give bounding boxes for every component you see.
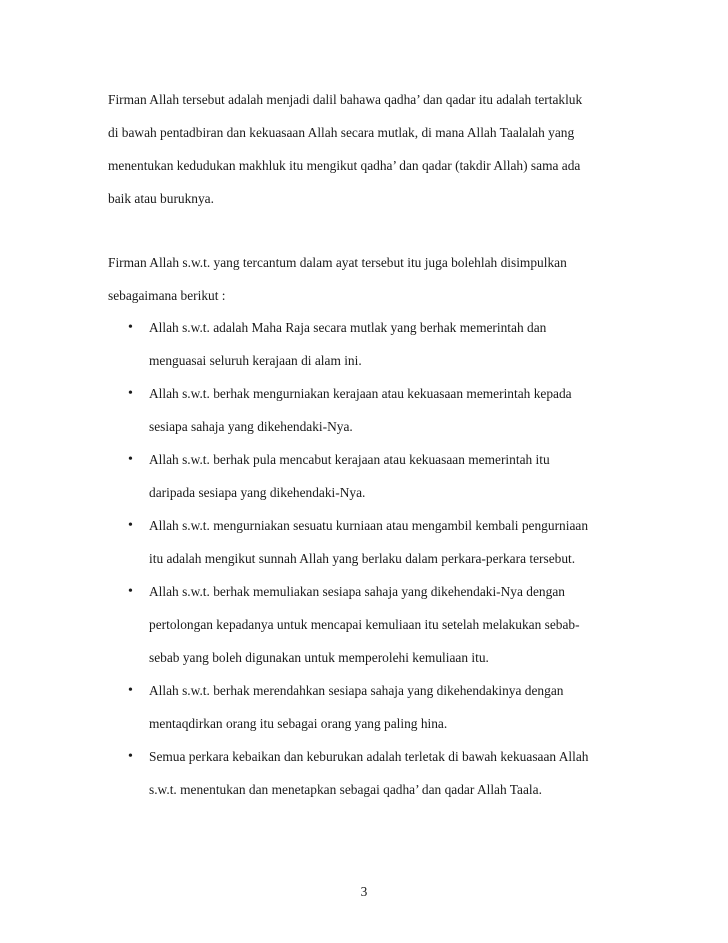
bullet-item: [108, 748, 648, 814]
bullet-icon: •: [128, 584, 133, 599]
bullet-line: menguasai seluruh kerajaan di alam ini.: [149, 353, 362, 368]
bullet-line: sebab yang boleh digunakan untuk memperolehi kemuliaan itu.: [149, 650, 489, 665]
bullet-item: [108, 319, 648, 385]
bullet-icon: •: [128, 518, 133, 533]
bullet-line: pertolongan kepadanya untuk mencapai kemuliaan itu setelah melakukan sebab-: [149, 617, 580, 632]
bullet-icon: •: [128, 320, 133, 335]
bullet-icon: •: [128, 749, 133, 764]
bullet-line: Allah s.w.t. berhak merendahkan sesiapa sahaja yang dikehendakinya dengan: [149, 683, 564, 698]
bullet-item: [108, 451, 648, 517]
bullet-icon: •: [128, 386, 133, 401]
bullet-line: s.w.t. menentukan dan menetapkan sebagai qadha’ dan qadar Allah Taala.: [149, 782, 542, 797]
bullet-line: daripada sesiapa yang dikehendaki-Nya.: [149, 485, 366, 500]
bullet-line: Allah s.w.t. adalah Maha Raja secara mutlak yang berhak memerintah dan: [149, 320, 547, 335]
bullet-line: Allah s.w.t. berhak memuliakan sesiapa sahaja yang dikehendaki-Nya dengan: [149, 584, 565, 599]
bullet-icon: •: [128, 683, 133, 698]
bullet-item: [108, 517, 648, 583]
bullet-icon: •: [128, 452, 133, 467]
paragraph-line: Firman Allah s.w.t. yang tercantum dalam ayat tersebut itu juga bolehlah disimpulkan: [108, 255, 567, 270]
bullet-line: Semua perkara kebaikan dan keburukan adalah terletak di bawah kekuasaan Allah: [149, 749, 589, 764]
bullet-line: mentaqdirkan orang itu sebagai orang yang paling hina.: [149, 716, 448, 731]
bullet-item: [108, 682, 648, 748]
bullet-item: [108, 385, 648, 451]
paragraph-2: [108, 254, 638, 320]
page-number: 3: [360, 884, 368, 899]
paragraph-line: di bawah pentadbiran dan kekuasaan Allah secara mutlak, di mana Allah Taalalah yang: [108, 125, 575, 140]
paragraph-line: sebagaimana berikut :: [108, 288, 226, 303]
paragraph-line: menentukan kedudukan makhluk itu mengikut qadha’ dan qadar (takdir Allah) sama ada: [108, 158, 581, 173]
bullet-line: Allah s.w.t. berhak mengurniakan kerajaan atau kekuasaan memerintah kepada: [149, 386, 572, 401]
bullet-line: Allah s.w.t. mengurniakan sesuatu kurniaan atau mengambil kembali pengurniaan: [149, 518, 589, 533]
bullet-line: itu adalah mengikut sunnah Allah yang berlaku dalam perkara-perkara tersebut.: [149, 551, 576, 566]
bullet-line: sesiapa sahaja yang dikehendaki-Nya.: [149, 419, 353, 434]
bullet-list: [108, 319, 648, 814]
paragraph-line: Firman Allah tersebut adalah menjadi dalil bahawa qadha’ dan qadar itu adalah tertakluk: [108, 92, 583, 107]
bullet-item: [108, 583, 648, 682]
bullet-line: Allah s.w.t. berhak pula mencabut kerajaan atau kekuasaan memerintah itu: [149, 452, 550, 467]
paragraph-1: [108, 91, 638, 223]
paragraph-line: baik atau buruknya.: [108, 191, 214, 206]
